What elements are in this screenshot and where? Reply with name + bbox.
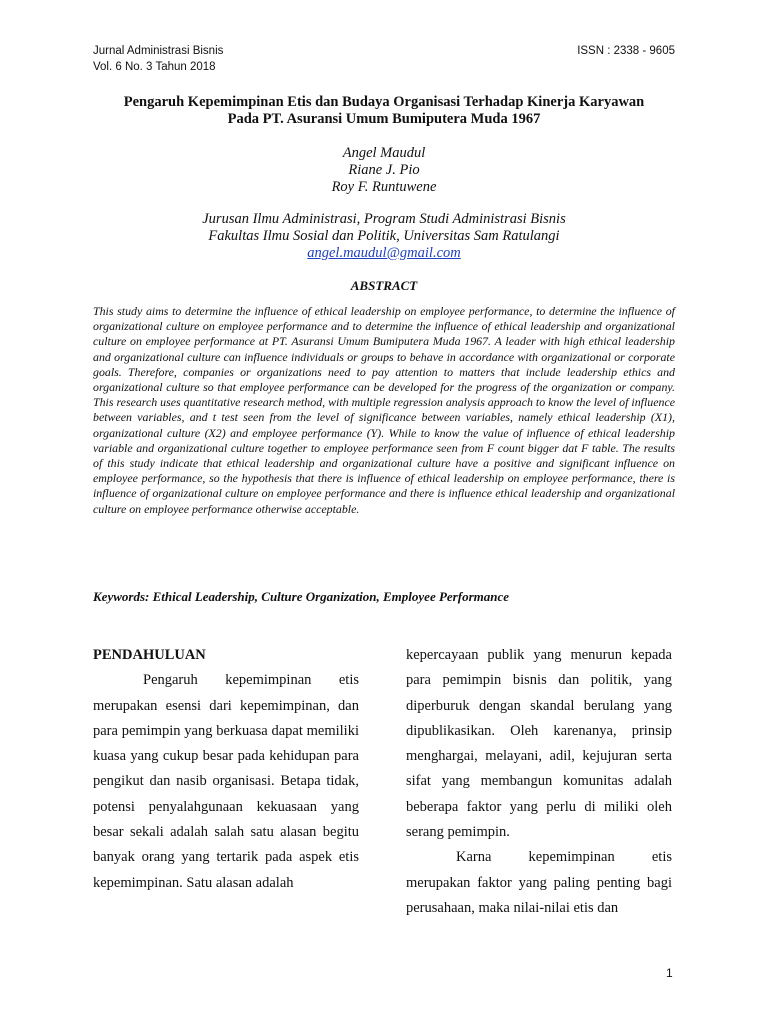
running-header — [93, 43, 675, 75]
affiliation-block — [93, 211, 675, 262]
author-list — [93, 145, 675, 196]
left-column — [93, 643, 359, 896]
body-paragraph: kepercayaan publik yang menurun kepada para pemimpin bisnis dan politik, yang diperburuk dengan skandal berulang yang dipublikasikan. Oleh karenanya, prinsip menghargai, melayani, adil, kejujuran serta sifat yang membangun komunitas adalah beberapa faktor yang perlu di miliki oleh serang pemimpin. — [406, 647, 672, 841]
right-column — [406, 643, 672, 921]
abstract-heading: ABSTRACT — [350, 278, 418, 293]
affiliation-line-2: Fakultas Ilmu Sosial dan Politik, Universitas Sam Ratulangi — [208, 228, 560, 244]
page-number: 1 — [666, 966, 673, 980]
author-name: Roy F. Runtuwene — [331, 179, 437, 195]
email-link[interactable]: angel.maudul@gmail.com — [307, 245, 461, 261]
body-paragraph: Pengaruh kepemimpinan etis merupakan esensi dari kepemimpinan, dan para pemimpin yang berkuasa dapat memiliki kuasa yang cukup besar pada kehidupan para pengikut dan nasib organisasi. Betapa tidak, potensi penyalahgunaan kekuasaan yang besar sekali adalah salah satu alasan begitu banyak orang yang tertarik pada aspek etis kepemimpinan. Satu alasan adalah — [93, 672, 359, 891]
paper-title-line-2: Pada PT. Asuransi Umum Bumiputera Muda 1967 — [227, 111, 541, 127]
keywords-line: Keywords: Ethical Leadership, Culture Organization, Employee Performance — [93, 589, 510, 604]
paper-title — [93, 94, 675, 128]
author-name: Angel Maudul — [342, 145, 426, 161]
affiliation-line-1: Jurusan Ilmu Administrasi, Program Studi Administrasi Bisnis — [202, 211, 566, 227]
body-paragraph: Karna kepemimpinan etis merupakan faktor yang paling penting bagi perusahaan, maka nilai-nilai etis dan — [406, 849, 672, 916]
paper-title-line-1: Pengaruh Kepemimpinan Etis dan Budaya Organisasi Terhadap Kinerja Karyawan — [123, 94, 645, 110]
journal-volume: Vol. 6 No. 3 Tahun 2018 — [93, 61, 216, 73]
journal-name: Jurnal Administrasi Bisnis — [93, 45, 224, 57]
journal-issn: ISSN : 2338 - 9605 — [577, 45, 675, 57]
section-heading: PENDAHULUAN — [93, 647, 206, 663]
abstract-text: This study aims to determine the influence of ethical leadership on employee performance, to determine the influence of organizational culture on employee performance and to determine the influence of ethical leadership and organizational culture on employee performance at PT. Asuransi Umum Bumiputera Muda 1967. A leader with high ethical leadership and organizational culture can influence individuals or groups to behave in accordance with organizational or corporate goals. Therefore, companies or organizations need to pay attention to matters that include leadership ethics and organizational culture so that employee performance can be developed for the progress of the organization or company. This research uses quantitative research method, with multiple regression analysis approach to know the level of influence between variables, and t test seen from the level of significance between variables, namely ethical leadership (X1), organizational culture (X2) and employee performance (Y). While to know the value of influence of ethical leadership variable and organizational culture together to employee performance seen from F count bigger dat F table. The results of this study indicate that ethical leadership and organizational culture have a positive and significant influence on employee performance, so the hypothesis that there is influence of ethical leadership on employee performance, there is influence of organizational culture on employee performance and there is influence ethical leadership and organizational culture on employee performance otherwise acceptable. — [93, 304, 675, 516]
author-name: Riane J. Pio — [348, 162, 420, 178]
